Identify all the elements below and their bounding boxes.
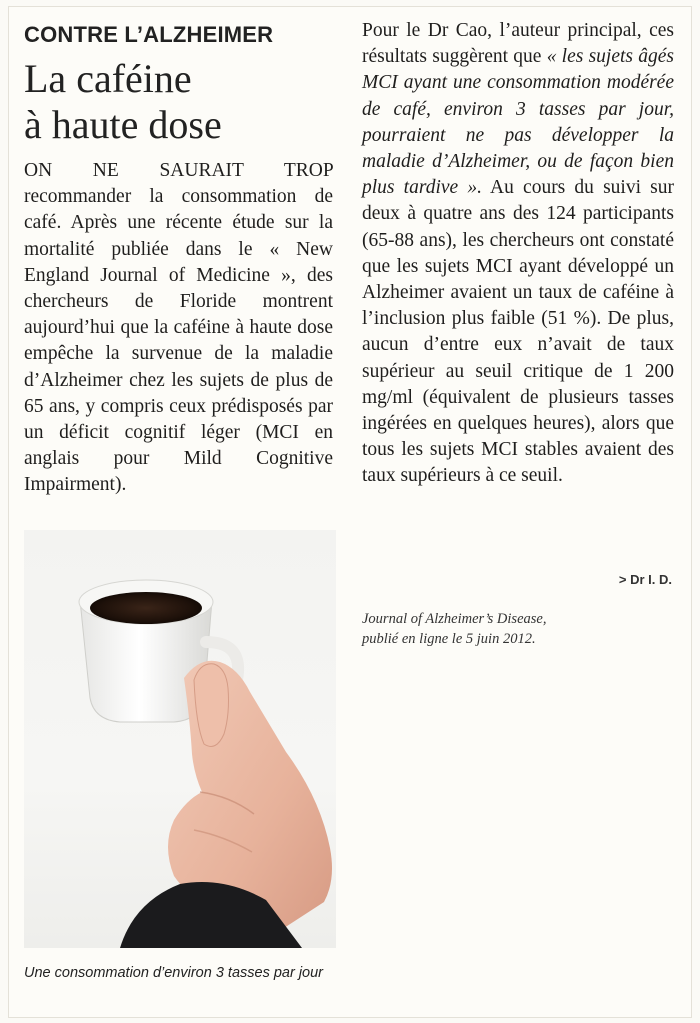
body-right-rest: Au cours du suivi sur deux à quatre ans des 124 participants (65-88 ans), les chercheurs ont constaté que les sujets MCI ayant développé un Alzheimer avaient un taux de caféine à l’inclusion plus faible (51 %). De plus, aucun d’entre eux n’avait de taux supérieur au seuil critique de 1 200 mg/ml (équivalent de plusieurs tasses ingérées en quelques heures), alors que tous les sujets MCI stables avaient des taux supérieurs à ce seuil.	[362, 177, 674, 487]
headline-line-1: La caféine	[24, 56, 192, 101]
coffee-cup-photo	[24, 530, 336, 948]
hand-holding-cup-illustration	[24, 530, 336, 948]
article-body-right	[362, 18, 674, 490]
article-kicker: CONTRE L’ALZHEIMER	[24, 22, 274, 47]
author-quote: « les sujets âgés MCI ayant une consommation modérée de café, environ 3 tasses par jour, pourraient ne pas développer la maladie d’Alzheimer, ou de façon bien plus tardive ».	[362, 46, 674, 199]
photo-caption: Une consommation d’environ 3 tasses par jour	[24, 965, 324, 981]
body-left-text: recommander la consommation de café. Après une récente étude sur la mortalité publiée dans le « New England Journal of Medicine », des chercheurs de Floride montrent aujourd’hui que la caféine à haute dose empêche la survenue de la maladie d’Alzheimer chez les sujets de plus de 65 ans, y compris ceux prédisposés par un déficit cognitif léger (MCI en anglais pour Mild Cognitive Impairment).	[24, 186, 333, 496]
reference-date: publié en ligne le 5 juin 2012.	[362, 631, 536, 647]
headline-line-2: à haute dose	[24, 102, 222, 147]
article-headline	[24, 56, 344, 148]
article-body-left	[24, 158, 333, 499]
coffee-surface	[90, 592, 202, 624]
reference-journal: Journal of Alzheimer’s Disease,	[362, 611, 547, 627]
lead-in: ON NE SAURAIT TROP	[24, 160, 333, 181]
author-byline: > Dr I. D.	[618, 572, 672, 587]
body-right-intro: Pour le Dr Cao, l’auteur principal, ces résultats suggèrent que	[362, 20, 674, 68]
journal-reference	[362, 609, 622, 649]
